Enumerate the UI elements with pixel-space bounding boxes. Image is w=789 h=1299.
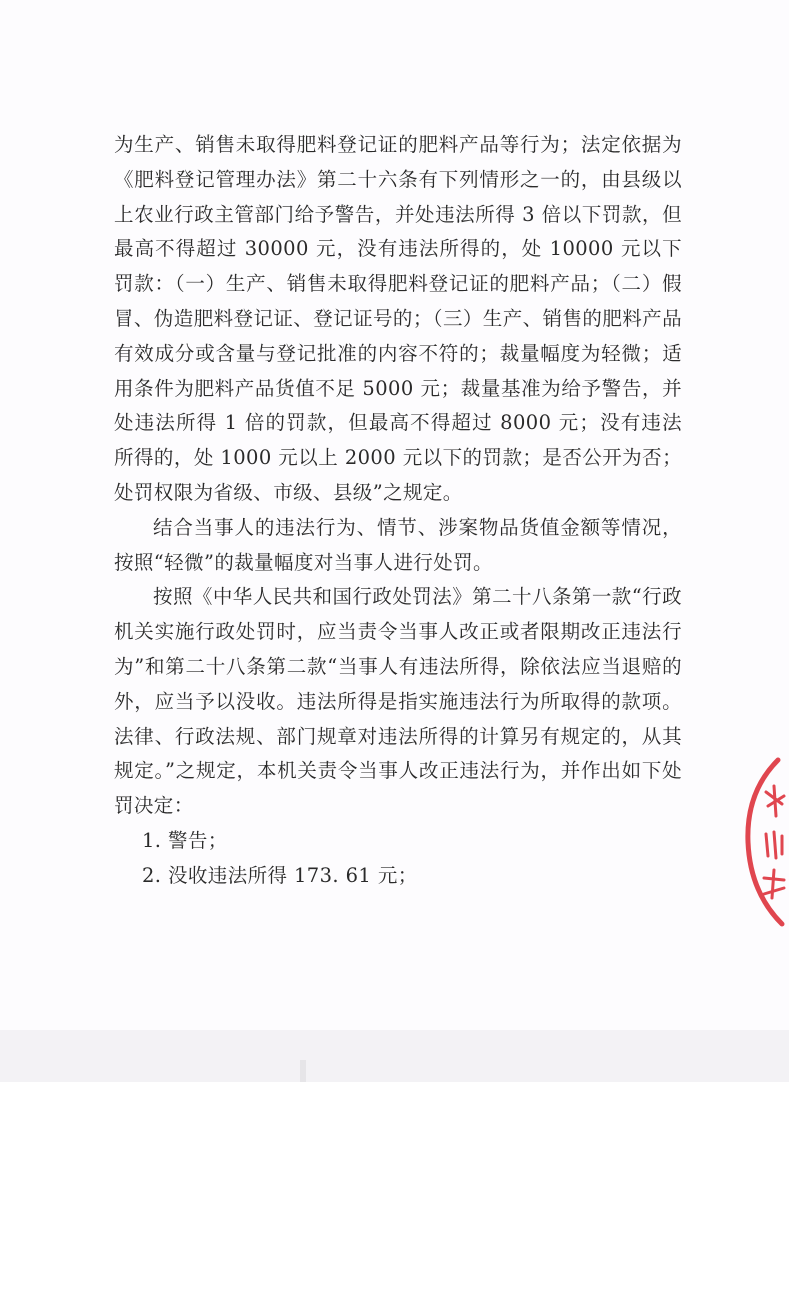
paragraph-legal-basis: 为生产、销售未取得肥料登记证的肥料产品等行为；法定依据为《肥料登记管理办法》第二十六条有下列情形之一的，由县级以上农业行政主管部门给予警告，并处违法所得 3 倍以下罚款，但最高不得超过 30000 元，没有违法所得的，处 10000 元以下罚款：（一）生产、销售未取得肥料登记证的肥料产品；（二）假冒、伪造肥料登记证、登记证号的；（三）生产、销售的肥料产品有效成分或含量与登记批准的内容不符的；裁量幅度为轻微；适用条件为肥料产品货值不足 5000 元；裁量基准为给予警告，并处违法所得 1 倍的罚款，但最高不得超过 8000 元；没有违法所得的，处 1000 元以上 2000 元以下的罚款；是否公开为否；处罚权限为省级、市级、县级”之规定。 <box>114 133 682 504</box>
scan-bottom-margin <box>0 1030 789 1082</box>
red-seal-stamp-edge <box>738 752 789 932</box>
penalty-item-warning: 1. 警告； <box>142 828 228 852</box>
document-body <box>114 128 682 894</box>
paragraph-penalty-basis: 按照《中华人民共和国行政处罚法》第二十八条第一款“行政机关实施行政处罚时，应当责令当事人改正或者限期改正违法行为”和第二十八条第二款“当事人有违法所得，除依法应当退赔的外，应当予以没收。违法所得是指实施违法行为所取得的款项。法律、行政法规、部门规章对违法所得的计算另有规定的，从其规定。”之规定，本机关责令当事人改正违法行为，并作出如下处罚决定： <box>114 585 682 818</box>
paragraph-discretion: 结合当事人的违法行为、情节、涉案物品货值金额等情况，按照“轻微”的裁量幅度对当事人进行处罚。 <box>114 515 682 574</box>
penalty-item-confiscation: 2. 没收违法所得 173. 61 元； <box>142 863 418 887</box>
scan-fold-mark <box>300 1060 306 1082</box>
